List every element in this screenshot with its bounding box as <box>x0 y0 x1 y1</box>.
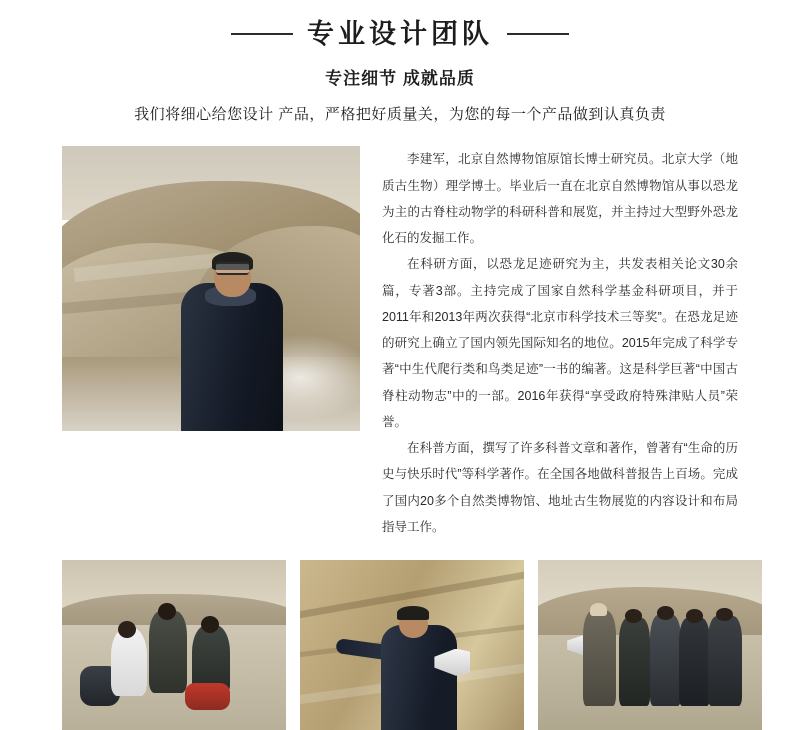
lecturer-hair <box>397 606 429 620</box>
page-lead-text: 我们将细心给您设计 产品，严格把好质量关，为您的每一个产品做到认真负责 <box>134 106 666 124</box>
biography-text <box>382 146 738 540</box>
bio-paragraph-2: 在科研方面，以恐龙足迹研究为主，共发表相关论文30余篇，专著3部。主持完成了国家自然科学基金科研项目，并于2011年和2013年两次获得“北京市科学技术三等奖”。在恐龙足迹的研究上确立了国内领先国际知名的地位。2015年完成了科学专著“中生代爬行类和鸟类足迹”一书的编著。这是科学巨著“中国古脊柱动物志”中的一部。2016年获得“享受政府特殊津贴人员”荣誉。 <box>382 257 738 429</box>
group-person-5-head <box>716 608 733 622</box>
portrait-photo <box>62 146 360 431</box>
photo-rock-lecture <box>300 560 524 730</box>
page-header <box>0 0 800 124</box>
bio-paragraph-1: 李建军，北京自然博物馆原馆长博士研究员。北京大学（地质古生物）理学博士。毕业后一直在北京自然博物馆从事以恐龙为主的古脊柱动物学的科研科普和展览，并主持过大型野外恐龙化石的发掘工作。 <box>382 152 738 246</box>
group-person-1 <box>583 611 617 706</box>
title-rule-left <box>231 33 293 35</box>
page-title: 专业设计团队 <box>307 19 493 49</box>
group-person-2 <box>619 618 650 706</box>
group-person-4 <box>679 618 710 706</box>
page-subtitle: 专注细节 成就品质 <box>325 69 475 89</box>
glasses-icon <box>216 262 249 275</box>
photo-fieldwork <box>62 560 286 730</box>
fieldwork-red-bag <box>185 683 230 710</box>
photo-strip <box>0 560 800 730</box>
fieldwork-person-1 <box>111 628 147 696</box>
photo-group-tour <box>538 560 762 730</box>
group-person-3-head <box>657 606 674 620</box>
profile-section <box>0 146 800 540</box>
group-person-4-head <box>686 609 703 623</box>
lecturer-body <box>381 625 457 730</box>
group-person-3 <box>650 615 681 707</box>
fieldwork-person-2-head <box>158 603 176 620</box>
group-person-1-hat <box>590 603 608 617</box>
fieldwork-person-3-head <box>201 616 219 633</box>
title-row <box>0 18 800 50</box>
bio-paragraph-3: 在科普方面，撰写了许多科普文章和著作，曾著有“生命的历史与快乐时代”等科学著作。在全国各地做科普报告上百场。完成了国内20多个自然类博物馆、地址古生物展览的内容设计和布局指导工作。 <box>382 441 738 534</box>
title-rule-right <box>507 33 569 35</box>
group-person-5 <box>708 616 742 706</box>
